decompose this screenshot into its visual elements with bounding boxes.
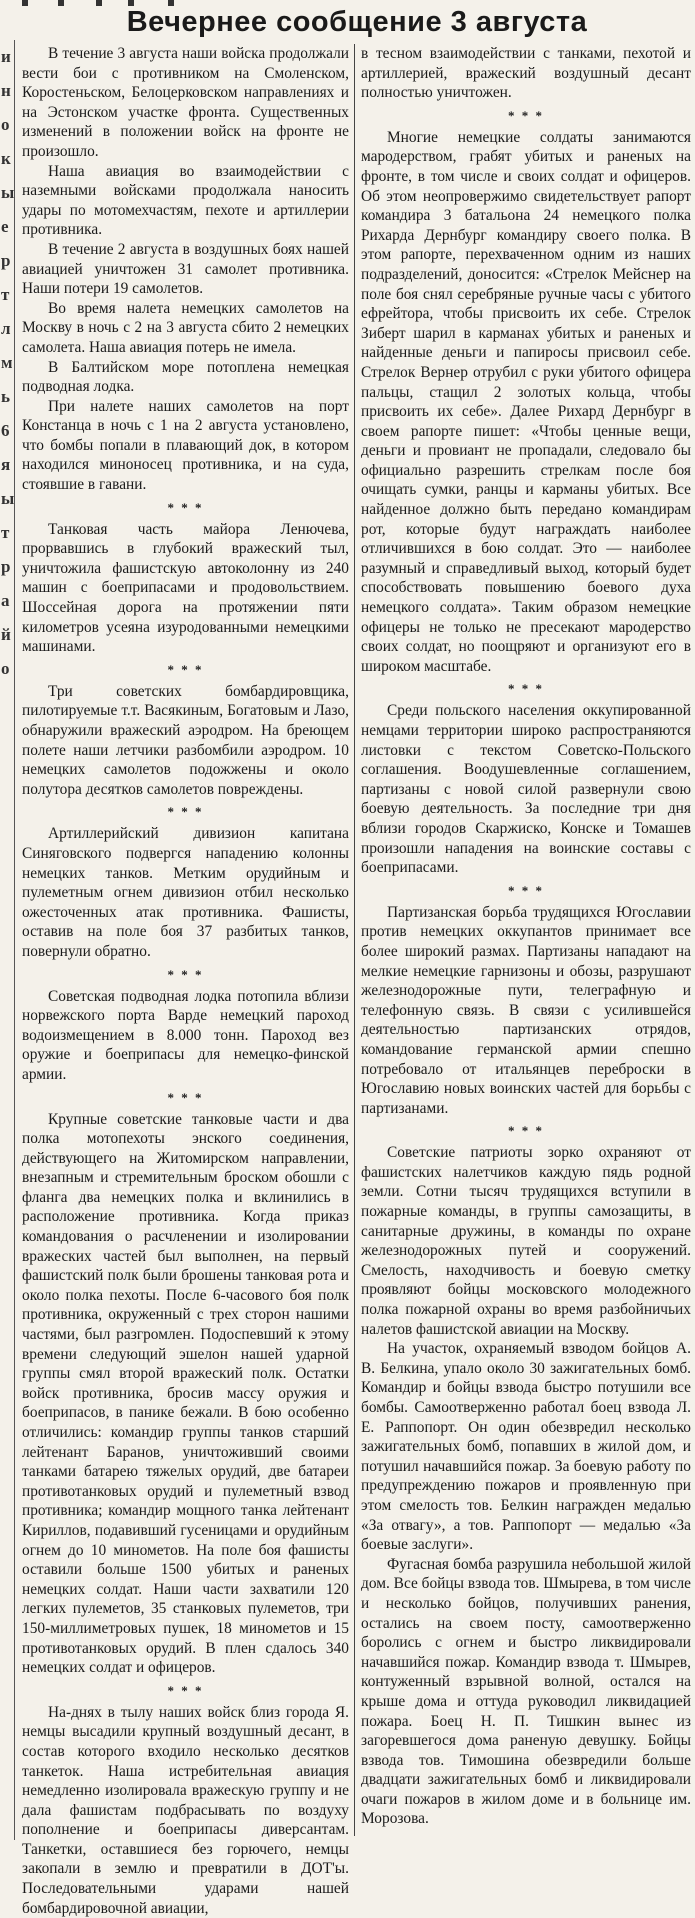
margin-fragment: ь [1, 387, 10, 406]
column-divider [354, 44, 355, 1836]
margin-fragment: е [1, 217, 9, 236]
article-paragraph: Советские патриоты зорко охраняют от фашистских налетчиков каждую пядь родной земли. Сотни тысяч трудящихся вступили в пожарные команды, в группы самозащиты, в санитарные дружины, в команды по охране железнодорожных путей и сооружений. Смелость, находчивость и боевую сметку проявляют бойцы московского молодежного полка пожарной охраны во время разбойничьих налетов фашистской авиации на Москву. [361, 1144, 691, 1338]
article-paragraph: в тесном взаимодействии с танками, пехотой и артиллерией, вражеский воздушный десант полностью уничтожен. [361, 45, 691, 102]
clipped-neighbor-column [0, 40, 15, 1840]
section-separator: * * * [167, 1089, 204, 1105]
section-separator: * * * [167, 499, 204, 515]
article-paragraph: Три советских бомбардировщика, пилотируемые т.т. Васякиным, Богатовым и Лазо, обнаружили вражеский аэродром. На бреющем полете наши летчики разбомбили аэродром. 10 немецких самолетов подожжены и около полутора десятков самолетов повреждены. [22, 682, 349, 798]
article-paragraph: На-днях в тылу наших войск близ города Я. немцы высадили крупный воздушный десант, в состав которого входило несколько десятков танкеток. Наша истребительная авиация немедленно изолировала вражескую группу и не дала фашистам подбрасывать по воздуху пополнение и боеприпасы диверсантам. Танкетки, оставшиеся без горючего, немцы закопали в землю и превратили в ДОТ'ы. Последовательными ударами нашей бомбардировочной авиации, [22, 1703, 349, 1917]
article-paragraph: Танковая часть майора Ленючева, прорвавшись в глубокий вражеский тыл, уничтожила фашистскую автоколонну из 240 машин с боеприпасами и продовольствием. Шоссейная дорога на протяжении пяти километров усеяна изуродованными немецкими машинами. [22, 520, 349, 656]
article-paragraph: Артиллерийский дивизион капитана Синяговского подвергся нападению колонны немецких танков. Метким орудийным и пулеметным огнем дивизион отбил несколько ожесточенных атак противника. Фашисты, оставив на поле боя 37 разбитых танков, повернули обратно. [22, 825, 349, 960]
section-separator: * * * [508, 107, 544, 123]
article-paragraph: Среди польского населения оккупированной немцами территории широко распространяются листовки с текстом Советско-Польского соглашения. Воодушевленные соглашением, партизаны с новой силой развернули свою боевую деятельность. За последние три дня вблизи городов Скаржиско, Конске и Томашев произошли нападения на воинские составы с боеприпасами. [361, 702, 691, 877]
margin-fragment: ы [1, 183, 15, 202]
section-separator: * * * [167, 661, 204, 677]
margin-fragment: о [1, 659, 10, 678]
section-separator: * * * [167, 1682, 204, 1698]
margin-fragment: о [1, 115, 10, 134]
section-separator: * * * [167, 966, 204, 982]
article-paragraph: Партизанская борьба трудящихся Югославии против немецких оккупантов принимает все более широкий размах. Партизаны нападают на мелкие немецкие гарнизоны и обозы, разрушают железнодорожные пути, телеграфную и телефонную связь. В связи с усилившейся деятельностью партизанских отрядов, командование германской армии спешно потребовало от итальянцев переброски в Югославию новых воинских частей для борьбы с партизанами. [361, 903, 691, 1117]
margin-fragment: 6 [1, 421, 10, 440]
margin-fragment: ы [1, 489, 15, 508]
article-paragraph: Советская подводная лодка потопила вблизи норвежского порта Варде немецкий пароход водоизмещением в 8.000 тонн. Пароход вез оружие и боеприпасы для немецко-финской армии. [22, 987, 349, 1083]
section-separator: * * * [508, 1123, 544, 1139]
left-column [22, 44, 349, 1917]
article-paragraph: Многие немецкие солдаты занимаются мародерством, грабят убитых и раненых на фронте, в том числе и своих солдат и офицеров. Об этом неопровержимо свидетельствует рапорт командира 3 батальона 24 немецкого полка Рихарда Дернбург командиру своего полка. В этом рапорте, перехваченном одним из наших подразделений, доносится: «Стрелок Мейснер на поле боя снял серебряные ручные часы с убитого ефрейтора, чтобы присвоить их себе. Стрелок Зиберт шарил в карманах убитых и раненых и найденные деньги и папиросы присвоил себе. Стрелок Вернер отрубил с руки убитого офицера пальцы, стащил 2 золотых кольца, чтобы присвоить их себе». Далее Рихард Дернбург в своем рапорте пишет: «Чтобы ценные вещи, деньги и провиант не пропадали, следовало бы официально разрешить стрелкам после боя очищать сумки, ранцы и карманы убитых. Все найденное должно быть передано командирам рот, которые будут награждать наиболее отличившихся в бою солдат. Это — наиболее разумный и справедливый выход, который будет способствовать повышению боевого духа немецкого солдата». Таким образом немецкие офицеры не только не пресекают мародерство своих солдат, но поощряют и организуют его в широком масштабе. [361, 128, 691, 675]
article-paragraph: На участок, охраняемый взводом бойцов А. В. Белкина, упало около 30 зажигательных бомб. Командир и бойцы взвода быстро потушили все бомбы. Самоотверженно работал боец взвода Л. Е. Раппопорт. Он один обезвредил несколько зажигательных бомб, попавших в жилой дом, и потушил начавшийся пожар. За боевую работу по предупреждению пожаров и проявленную при этом смелость тов. Белкин награжден медалью «За отвагу», а тов. Раппопорт — медалью «За боевые заслуги». [361, 1340, 691, 1554]
article-paragraph: При налете наших самолетов на порт Констанца в ночь с 1 на 2 августа установлено, что бомбы попали в плавающий док, в котором находился миноносец противника, и на суда, стоявшие в гавани. [22, 397, 349, 494]
article-paragraph: Наша авиация во взаимодействии с наземными войсками продолжала наносить удары по мотомехчастям, пехоте и артиллерии противника. [22, 162, 349, 239]
article-paragraph: В течение 3 августа наши войска продолжали вести бои с противником на Смоленском, Коростеньском, Белоцерковском направлениях и на Эстонском участке фронта. Существенных изменений в положении войск на фронте не произошло. [22, 45, 349, 160]
margin-fragment: л [1, 319, 11, 338]
margin-fragment: и [1, 47, 11, 66]
section-separator: * * * [167, 804, 204, 820]
article-paragraph: Во время налета немецких самолетов на Москву в ночь с 2 на 3 августа сбито 2 немецких самолета. Наша авиация потерь не имела. [22, 299, 349, 356]
section-separator: * * * [508, 681, 544, 697]
article-paragraph: Крупные советские танковые части и два полка мотопехоты энского соединения, действующего на Житомирском направлении, внезапным и стремительным броском обошли с фланга два немецких полка и вклинились в расположение противника. Когда приказ командования о расчленении и изолировании вражеских частей был выполнен, на первый фашистский полк были брошены танковая рота и около полка пехоты. После 6-часового боя полк противника, окруженный с трех сторон нашими частями, был разгромлен. Подоспевший к этому времени следующий эшелон нашей ударной группы смял второй вражеский полк. Остатки войск противника, бросив массу оружия и боеприпасов, в панике бежали. В бою особенно отличились: командир группы танков старший лейтенант Баранов, уничтоживший своими танками батарею тяжелых орудий, две батареи противотанковых орудий и пулеметный взвод противника; командир мощного танка лейтенант Кириллов, подавивший гусеницами и орудийным огнем до 10 минометов. На поле боя фашисты оставили больше 1500 убитых и раненых немецких солдат. Наши части захватили 120 легких пулеметов, 35 станковых пулеметов, три 150-миллиметровых пушек, 18 минометов и 15 противотанковых орудий. В плен сдалось 340 немецких солдат и офицеров. [22, 1110, 349, 1677]
margin-fragment: т [1, 285, 10, 304]
margin-fragment: р [1, 251, 11, 270]
margin-fragment: т [1, 523, 10, 542]
article-paragraph: В течение 2 августа в воздушных боях нашей авиацией уничтожен 31 самолет противника. Наши потери 19 самолетов. [22, 240, 349, 298]
article-paragraph: Фугасная бомба разрушила небольшой жилой дом. Все бойцы взвода тов. Шмырева, в том числе и несколько бойцов, получивших ранения, остались на своем посту, самоотверженно боролись с огнем и быстро ликвидировали начавшийся пожар. Командир взвода т. Шмырев, контуженный взрывной волной, остался на крыше дома и оттуда руководил ликвидацией пожара. Боец Н. П. Тишкин вынес из загоревшегося дома раненую девушку. Бойцы взвода тов. Тимошина обезвредили больше двадцати зажигательных бомб и ликвидировали очаги пожаров в жилом доме и в больнице им. Морозова. [361, 1555, 691, 1828]
margin-fragment: н [1, 81, 11, 100]
margin-fragment: р [1, 557, 11, 576]
article-paragraph: В Балтийском море потоплена немецкая подводная лодка. [22, 358, 349, 396]
right-column [361, 44, 691, 1836]
margin-fragment: я [1, 455, 11, 474]
section-separator: * * * [508, 882, 544, 898]
margin-fragment: й [1, 625, 11, 644]
margin-fragment: а [1, 591, 10, 610]
article-title: Вечернее сообщение 3 августа [126, 6, 588, 38]
margin-fragment: к [1, 149, 11, 168]
margin-fragment: м [1, 353, 13, 372]
